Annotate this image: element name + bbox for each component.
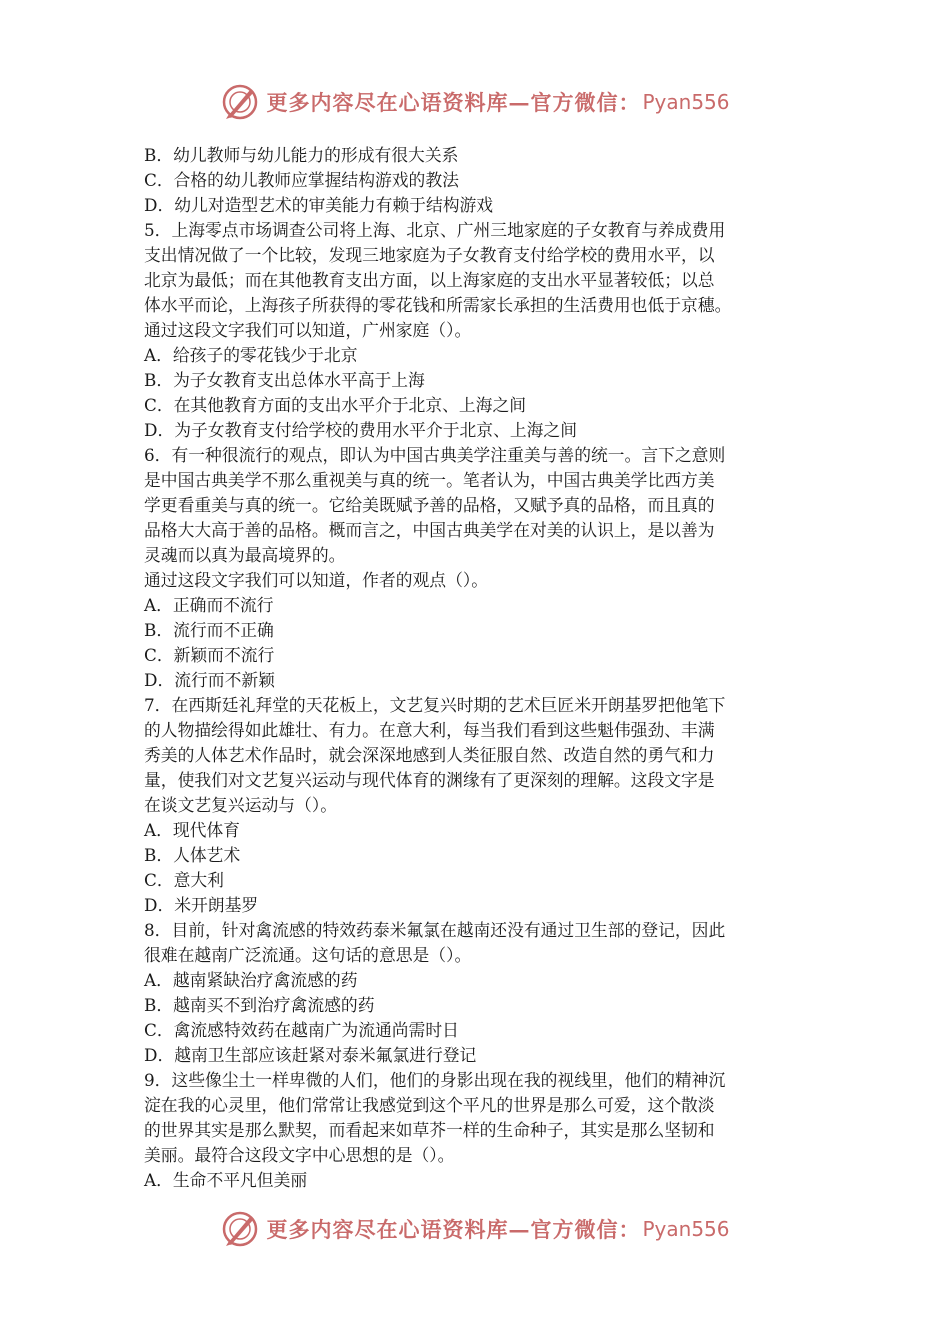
text-line: 的人物描绘得如此雄壮、有力。在意大利，每当我们看到这些魁伟强劲、丰满 <box>144 720 715 740</box>
text-line: D．为子女教育支付给学校的费用水平介于北京、上海之间 <box>144 420 577 440</box>
text-line: 体水平而论，上海孩子所获得的零花钱和所需家长承担的生活费用也低于京穗。 <box>144 295 732 315</box>
text-line: 通过这段文字我们可以知道，作者的观点（）。 <box>144 570 489 590</box>
text-line: D．幼儿对造型艺术的审美能力有赖于结构游戏 <box>144 195 494 215</box>
text-line: A．越南紧缺治疗禽流感的药 <box>144 970 358 990</box>
text-line: D．越南卫生部应该赶紧对泰米氟氯进行登记 <box>144 1045 477 1065</box>
text-line: B．流行而不正确 <box>144 620 274 640</box>
text-line: 美丽。最符合这段文字中心思想的是（）。 <box>144 1145 455 1165</box>
text-line: C．意大利 <box>144 870 224 890</box>
text-line: 是中国古典美学不那么重视美与真的统一。笔者认为，中国古典美学比西方美 <box>144 470 715 490</box>
text-line: 7．在西斯廷礼拜堂的天花板上，文艺复兴时期的艺术巨匠米开朗基罗把他笔下 <box>144 695 726 715</box>
text-line: 灵魂而以真为最高境界的。 <box>144 545 346 565</box>
text-line: 秀美的人体艺术作品时，就会深深地感到人类征服自然、改造自然的勇气和力 <box>144 745 715 765</box>
text-line: A．正确而不流行 <box>144 595 274 615</box>
text-line: B．幼儿教师与幼儿能力的形成有很大关系 <box>144 145 459 165</box>
text-line: 很难在越南广泛流通。这句话的意思是（）。 <box>144 945 472 965</box>
footer-banner <box>0 1207 950 1251</box>
text-line: 8．目前，针对禽流感的特效药泰米氟氯在越南还没有通过卫生部的登记，因此 <box>144 920 726 940</box>
text-line: 9．这些像尘土一样卑微的人们，他们的身影出现在我的视线里，他们的精神沉 <box>144 1070 726 1090</box>
text-line: 学更看重美与真的统一。它给美既赋予善的品格，又赋予真的品格，而且真的 <box>144 495 715 515</box>
header-banner <box>0 80 950 124</box>
text-line: C．合格的幼儿教师应掌握结构游戏的教法 <box>144 170 459 190</box>
header-banner-id: Pyan556 <box>642 90 730 114</box>
text-line: A．生命不平凡但美丽 <box>144 1170 308 1190</box>
text-line: 通过这段文字我们可以知道，广州家庭（）。 <box>144 320 472 340</box>
text-line: C．在其他教育方面的支出水平介于北京、上海之间 <box>144 395 527 415</box>
text-line: C．禽流感特效药在越南广为流通尚需时日 <box>144 1020 459 1040</box>
text-line: 支出情况做了一个比较，发现三地家庭为子女教育支付给学校的费用水平，以 <box>144 245 715 265</box>
text-line: 淀在我的心灵里，他们常常让我感觉到这个平凡的世界是那么可爱，这个散淡 <box>144 1095 715 1115</box>
text-line: B．为子女教育支出总体水平高于上海 <box>144 370 425 390</box>
text-line: B．人体艺术 <box>144 845 241 865</box>
pen-logo-icon <box>220 82 260 122</box>
question-text <box>144 143 824 1193</box>
text-line: 5．上海零点市场调查公司将上海、北京、广州三地家庭的子女教育与养成费用 <box>144 220 726 240</box>
text-line: 量，使我们对文艺复兴运动与现代体育的渊缘有了更深刻的理解。这段文字是 <box>144 770 715 790</box>
text-line: D．流行而不新颖 <box>144 670 275 690</box>
pen-logo-icon <box>220 1209 260 1249</box>
text-line: A．给孩子的零花钱少于北京 <box>144 345 358 365</box>
text-line: A．现代体育 <box>144 820 241 840</box>
text-line: 6．有一种很流行的观点，即认为中国古典美学注重美与善的统一。言下之意则 <box>144 445 726 465</box>
text-line: 品格大大高于善的品格。概而言之，中国古典美学在对美的认识上，是以善为 <box>144 520 715 540</box>
text-line: 的世界其实是那么默契，而看起来如草芥一样的生命种子，其实是那么坚韧和 <box>144 1120 715 1140</box>
text-line: B．越南买不到治疗禽流感的药 <box>144 995 375 1015</box>
text-line: 在谈文艺复兴运动与（）。 <box>144 795 337 815</box>
text-line: C．新颖而不流行 <box>144 645 275 665</box>
text-line: D．米开朗基罗 <box>144 895 259 915</box>
text-line: 北京为最低；而在其他教育支出方面，以上海家庭的支出水平显著较低；以总 <box>144 270 715 290</box>
footer-banner-text: 更多内容尽在心语资料库—官方微信： <box>266 1217 641 1242</box>
header-banner-text: 更多内容尽在心语资料库—官方微信： <box>266 90 641 115</box>
footer-banner-id: Pyan556 <box>642 1217 730 1241</box>
